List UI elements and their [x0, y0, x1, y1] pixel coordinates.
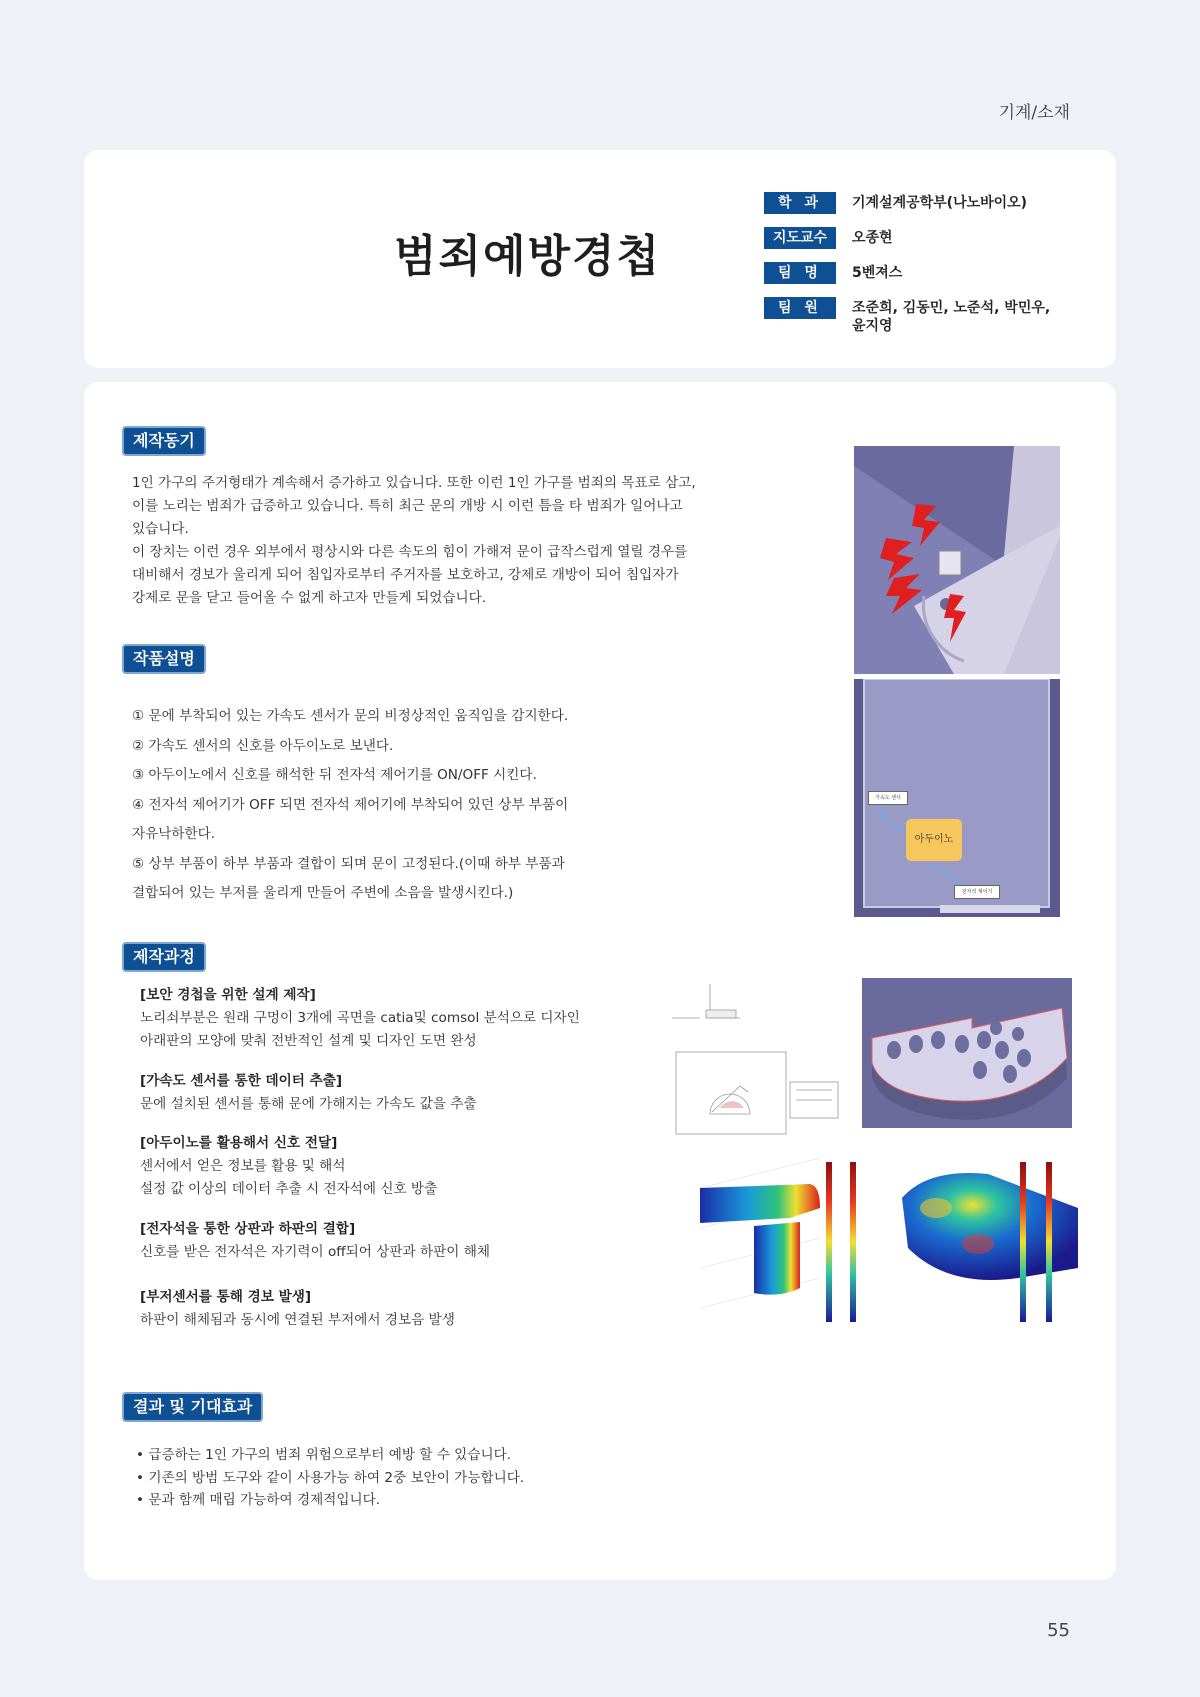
- text-line: 강제로 문을 닫고 들어올 수 없게 하고자 만들게 되었습니다.: [132, 590, 487, 606]
- section-heading-motivation: 제작동기: [122, 426, 206, 456]
- simulation-result-2: [888, 1148, 1084, 1338]
- section-heading-results: 결과 및 기대효과: [122, 1392, 263, 1422]
- step-title: [보안 경첩을 위한 설계 제작]: [140, 987, 316, 1003]
- arduino-box-label: 아두이노: [906, 819, 962, 861]
- page-number: 55: [1047, 1620, 1070, 1641]
- text-line: 있습니다.: [132, 521, 189, 537]
- step-line: 설정 값 이상의 데이터 추출 시 전자석에 신호 방출: [140, 1181, 438, 1197]
- step-title: [전자석을 통한 상판과 하판의 결합]: [140, 1221, 356, 1237]
- info-value: 조준희, 김동민, 노준석, 박민우, 윤지영: [852, 300, 1051, 334]
- project-title: 범죄예방경첩: [394, 231, 662, 282]
- step-title: [아두이노를 활용해서 신호 전달]: [140, 1135, 338, 1151]
- step-line: 신호를 받은 전자석은 자기력이 off되어 상판과 하판이 해체: [140, 1244, 490, 1260]
- text-line: 이 장치는 이런 경우 외부에서 평상시와 다른 속도의 힘이 가해져 문이 급작스럽게 열릴 경우를: [132, 544, 688, 560]
- list-item: ② 가속도 센서의 신호를 아두이노로 보낸다.: [132, 737, 394, 754]
- process-step: [140, 1286, 640, 1332]
- info-row-department: [764, 192, 1072, 214]
- step-line: 아래판의 모양에 맞춰 전반적인 설계 및 디자인 도면 완성: [140, 1033, 477, 1049]
- info-label: 학 과: [764, 192, 836, 214]
- list-item: ⑤ 상부 부품이 하부 부품과 결합이 되며 문이 고정된다.(이때 하부 부품과: [132, 855, 565, 872]
- header-card: [84, 150, 1116, 368]
- sensor-box-label: 가속도 센서: [868, 791, 908, 805]
- list-item: • 문과 함께 매립 가능하여 경제적입니다.: [136, 1492, 381, 1508]
- info-value: 기계설계공학부(나노바이오): [852, 195, 1028, 211]
- list-item: ④ 전자석 제어기가 OFF 되면 전자석 제어기에 부착되어 있던 상부 부품이: [132, 796, 569, 813]
- results-list: [136, 1444, 524, 1512]
- list-item: • 기존의 방범 도구와 같이 사용가능 하여 2중 보안이 가능합니다.: [136, 1469, 525, 1486]
- section-heading-process: 제작과정: [122, 942, 206, 972]
- door-circuit-figure: [854, 679, 1060, 917]
- list-item: ③ 아두이노에서 신호를 해석한 뒤 전자석 제어기를 ON/OFF 시킨다.: [132, 767, 537, 783]
- technical-drawing-figure: [670, 982, 850, 1142]
- description-list: [132, 702, 692, 909]
- text-line: 1인 가구의 주거형태가 계속해서 증가하고 있습니다. 또한 이런 1인 가구를 범죄의 목표로 삼고,: [132, 475, 696, 491]
- step-title: [가속도 센서를 통한 데이터 추출]: [140, 1073, 343, 1089]
- simulation-result-1: [680, 1148, 880, 1338]
- list-item: 자유낙하한다.: [132, 826, 216, 842]
- info-label: 지도교수: [764, 227, 836, 249]
- magnet-box-label: 전자석 제어기: [954, 885, 1000, 899]
- step-line: 센서에서 얻은 정보를 활용 및 해석: [140, 1158, 346, 1174]
- info-value: 오종현: [852, 230, 893, 246]
- info-row-advisor: [764, 227, 1072, 249]
- list-item: ① 문에 부착되어 있는 가속도 센서가 문의 비정상적인 움직임을 감지한다.: [132, 708, 569, 724]
- step-line: 노리쇠부분은 원래 구멍이 3개에 곡면을 catia및 comsol 분석으로 디자인: [140, 1010, 580, 1026]
- list-item: 결합되어 있는 부저를 울리게 만들어 주변에 소음을 발생시킨다.): [132, 885, 514, 901]
- info-value: 5벤져스: [852, 265, 903, 281]
- category-label: 기계/소재: [998, 103, 1070, 123]
- motivation-text: [132, 472, 812, 610]
- process-step: [140, 1218, 640, 1264]
- process-step: [140, 1070, 640, 1116]
- step-title: [부저센서를 통해 경보 발생]: [140, 1289, 312, 1305]
- info-row-team-members: [764, 297, 1062, 335]
- process-step: [140, 1132, 640, 1201]
- info-row-team-name: [764, 262, 1072, 284]
- bottom-plate-render: [862, 978, 1072, 1128]
- hinge-alarm-figure: [854, 446, 1060, 674]
- step-line: 문에 설치된 센서를 통해 문에 가해지는 가속도 값을 추출: [140, 1096, 477, 1112]
- section-heading-description: 작품설명: [122, 644, 206, 674]
- info-label: 팀 명: [764, 262, 836, 284]
- info-label: 팀 원: [764, 297, 836, 319]
- main-card: [84, 382, 1116, 1580]
- list-item: • 급증하는 1인 가구의 범죄 위험으로부터 예방 할 수 있습니다.: [136, 1447, 512, 1463]
- step-line: 하판이 해체됨과 동시에 연결된 부저에서 경보음 발생: [140, 1312, 455, 1328]
- process-step: [140, 984, 640, 1053]
- text-line: 이를 노리는 범죄가 급증하고 있습니다. 특히 최근 문의 개방 시 이런 틈을 타 범죄가 일어나고: [132, 498, 683, 514]
- text-line: 대비해서 경보가 울리게 되어 침입자로부터 주거자를 보호하고, 강제로 개방이 되어 침입자가: [132, 567, 679, 583]
